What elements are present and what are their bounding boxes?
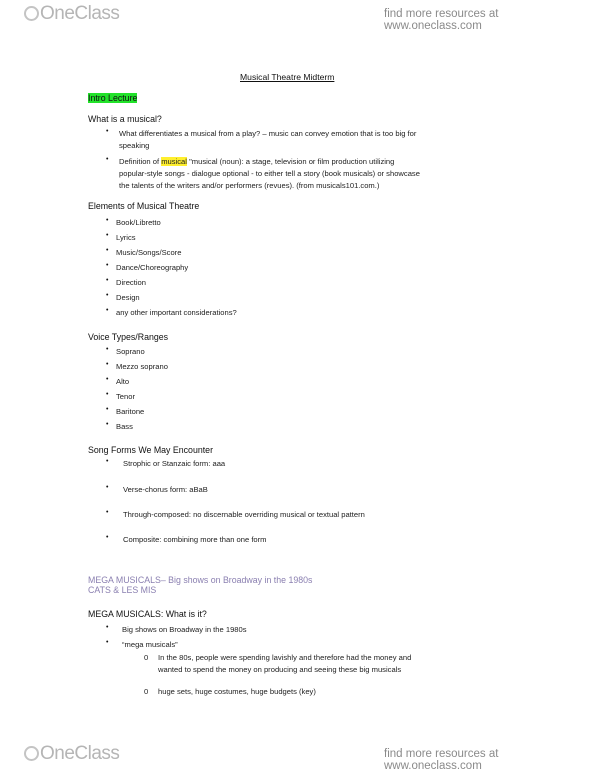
list-item: Verse-chorus form: aBaB xyxy=(123,485,208,494)
list-item: Alto xyxy=(116,377,130,386)
list-item: Strophic or Stanzaic form: aaa xyxy=(123,459,226,468)
footer-logo-text: OneClass xyxy=(40,743,120,764)
list-item: Design xyxy=(116,293,140,302)
list-item: Big shows on Broadway in the 1980s xyxy=(122,625,247,634)
list-item: Through-composed: no discernable overriding musical or textual pattern xyxy=(123,510,365,519)
list-item: Book/Libretto xyxy=(116,218,161,227)
text-line: speaking xyxy=(119,141,150,150)
song-forms-heading: Song Forms We May Encounter xyxy=(88,445,213,455)
bullet-icon: • xyxy=(106,406,109,413)
question-heading: What is a musical? xyxy=(88,114,162,124)
bullet-icon: • xyxy=(106,262,109,269)
bullet-icon: • xyxy=(106,307,109,314)
text-line: the talents of the writers and/or performers (revues). (from musicals101.com.) xyxy=(119,181,380,190)
list-item: “mega musicals” xyxy=(122,640,178,649)
bullet-icon: • xyxy=(106,484,109,491)
list-item: Direction xyxy=(116,278,146,287)
bullet-icon: • xyxy=(106,376,109,383)
text-fragment: Definition of xyxy=(119,157,162,166)
sub-list-marker: 0 xyxy=(144,653,149,662)
page-title: Musical Theatre Midterm xyxy=(240,72,335,82)
mega-heading: MEGA MUSICALS: What is it? xyxy=(88,609,207,619)
bullet-icon: • xyxy=(106,277,109,284)
bullet-icon: • xyxy=(106,346,109,353)
list-item: Bass xyxy=(116,422,133,431)
list-item: Music/Songs/Score xyxy=(116,248,182,257)
intro-highlight: Intro Lecture xyxy=(88,93,138,103)
list-item: any other important considerations? xyxy=(116,308,237,317)
mega-title-line: CATS & LES MIS xyxy=(88,585,157,595)
text-line: popular-style songs - dialogue optional - to either tell a story (book musicals) or showcase xyxy=(119,169,420,178)
list-item: Baritone xyxy=(116,407,145,416)
text-fragment: "musical (noun): a stage, television or film production utilizing xyxy=(186,157,395,166)
list-item: Composite: combining more than one form xyxy=(123,535,267,544)
bullet-icon: • xyxy=(106,534,109,541)
bullet-icon: • xyxy=(106,128,109,135)
list-item: Tenor xyxy=(116,392,135,401)
bullet-icon: • xyxy=(106,458,109,465)
list-item: Dance/Choreography xyxy=(116,263,189,272)
paragraph-line xyxy=(119,128,499,152)
mega-title-line: MEGA MUSICALS– Big shows on Broadway in the 1980s xyxy=(88,575,313,585)
bullet-icon: • xyxy=(106,232,109,239)
header-logo xyxy=(24,3,119,25)
bullet-icon: • xyxy=(106,509,109,516)
list-item: Soprano xyxy=(116,347,145,356)
definition-paragraph xyxy=(119,156,519,192)
intro-heading xyxy=(88,93,137,103)
header-promo-text[interactable]: find more resources at www.oneclass.com xyxy=(384,8,499,32)
bullet-icon: • xyxy=(106,624,109,631)
text-line: What differentiates a musical from a play? – music can convey emotion that is too big for xyxy=(119,129,417,138)
bullet-icon: • xyxy=(106,217,109,224)
bullet-icon: • xyxy=(106,361,109,368)
header-logo-text: OneClass xyxy=(40,3,120,24)
bullet-icon: • xyxy=(106,156,109,163)
logo-ring-icon xyxy=(24,6,39,21)
sub-list-item: huge sets, huge costumes, huge budgets (key) xyxy=(158,687,316,696)
mega-section-title xyxy=(88,575,312,595)
footer-promo-text[interactable]: find more resources at www.oneclass.com xyxy=(384,748,499,772)
text-line: wanted to spend the money on producing and seeing these big musicals xyxy=(158,665,402,674)
footer-logo xyxy=(24,743,119,765)
sub-list-item xyxy=(158,652,498,676)
elements-heading: Elements of Musical Theatre xyxy=(88,201,200,211)
logo-ring-icon xyxy=(24,746,39,761)
bullet-icon: • xyxy=(106,421,109,428)
keyword-highlight: musical xyxy=(161,157,187,166)
list-item: Mezzo soprano xyxy=(116,362,168,371)
voices-heading: Voice Types/Ranges xyxy=(88,332,169,342)
definition-line xyxy=(119,156,519,168)
bullet-icon: • xyxy=(106,391,109,398)
bullet-icon: • xyxy=(106,247,109,254)
sub-list-marker: 0 xyxy=(144,687,149,696)
list-item: Lyrics xyxy=(116,233,136,242)
bullet-icon: • xyxy=(106,639,109,646)
text-line: In the 80s, people were spending lavishly and therefore had the money and xyxy=(158,653,412,662)
bullet-icon: • xyxy=(106,292,109,299)
